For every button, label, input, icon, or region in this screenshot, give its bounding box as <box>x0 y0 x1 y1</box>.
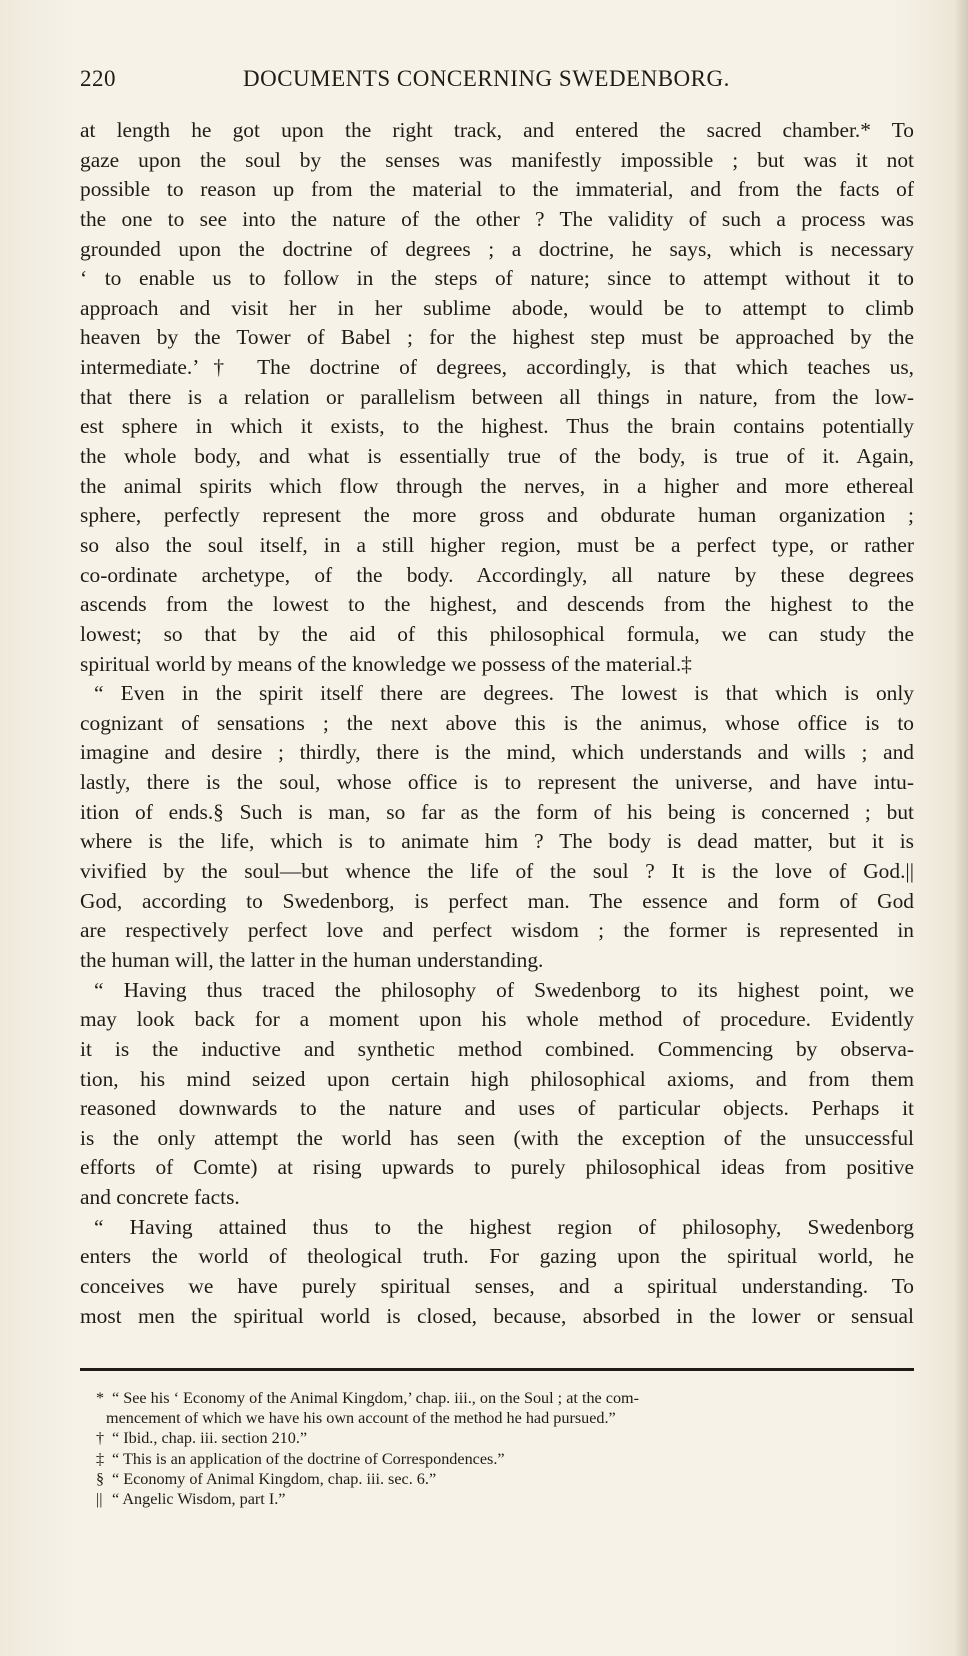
text-line: tion, his mind seized upon certain high philosophical axioms, and from them <box>80 1066 914 1091</box>
text-line: so also the soul itself, in a still higher region, must be a perfect type, or rather <box>80 532 914 557</box>
footnote <box>96 1428 916 1448</box>
footnote-mark: § <box>96 1469 105 1488</box>
page-number: 220 <box>80 66 116 91</box>
text-line: conceives we have purely spiritual senses, and a spiritual understanding. To <box>80 1273 914 1298</box>
text-line: “ Having thus traced the philosophy of Swedenborg to its highest point, we <box>94 977 914 1002</box>
footnote-mark: † <box>96 1429 105 1448</box>
text-line: possible to reason up from the material to the immaterial, and from the facts of <box>80 177 914 202</box>
footnote <box>96 1449 916 1469</box>
text-line: co-ordinate archetype, of the body. Accordingly, all nature by these degrees <box>80 562 914 587</box>
text-line: that there is a relation or parallelism between all things in nature, from the low- <box>80 384 914 409</box>
text-line: gaze upon the soul by the senses was manifestly impossible ; but was it not <box>80 147 914 172</box>
text-line: imagine and desire ; thirdly, there is the mind, which understands and wills ; and <box>80 740 914 765</box>
text-line: sphere, perfectly represent the more gross and obdurate human organization ; <box>80 503 914 528</box>
text-line: lowest; so that by the aid of this philosophical formula, we can study the <box>80 621 914 646</box>
text-line: “ Having attained thus to the highest region of philosophy, Swedenborg <box>94 1214 914 1239</box>
footnote <box>96 1388 916 1408</box>
text-line: at length he got upon the right track, and entered the sacred chamber.* To <box>80 118 914 142</box>
text-line: reasoned downwards to the nature and uses of particular objects. Perhaps it <box>80 1096 914 1121</box>
text-line: ition of ends.§ Such is man, so far as the form of his being is concerned ; but <box>80 799 914 824</box>
text-line: the whole body, and what is essentially true of the body, is true of it. Again, <box>80 444 914 469</box>
footnote <box>96 1408 916 1428</box>
text-line: cognizant of sensations ; the next above this is the animus, whose office is to <box>80 710 914 735</box>
footnote <box>96 1469 916 1489</box>
footnote-text: “ This is an application of the doctrine of Correspondences.” <box>112 1449 505 1468</box>
text-line: est sphere in which it exists, to the highest. Thus the brain contains potentially <box>80 414 914 439</box>
text-line: enters the world of theological truth. For gazing upon the spiritual world, he <box>80 1244 914 1269</box>
text-line: God, according to Swedenborg, is perfect man. The essence and form of God <box>80 888 914 913</box>
footnotes <box>96 1388 916 1509</box>
text-line: it is the inductive and synthetic method combined. Commencing by observa- <box>80 1036 914 1061</box>
text-line: efforts of Comte) at rising upwards to purely philosophical ideas from positive <box>80 1155 914 1180</box>
footnote-mark: * <box>96 1389 105 1407</box>
text-line: the one to see into the nature of the other ? The validity of such a process was <box>80 206 914 231</box>
footnote-text: “ Economy of Animal Kingdom, chap. iii. sec. 6.” <box>112 1469 437 1488</box>
text-line: approach and visit her in her sublime abode, would be to attempt to climb <box>80 295 914 320</box>
text-line: heaven by the Tower of Babel ; for the highest step must be approached by the <box>80 325 914 350</box>
text-line: may look back for a moment upon his whole method of procedure. Evidently <box>80 1007 914 1032</box>
text-line: are respectively perfect love and perfect wisdom ; the former is represented in <box>80 918 914 943</box>
footnote <box>96 1489 916 1509</box>
text-line: “ Even in the spirit itself there are degrees. The lowest is that which is only <box>94 681 914 706</box>
text-line: intermediate.’† The doctrine of degrees, accordingly, is that which teaches us, <box>80 355 914 380</box>
footnote-mark: || <box>96 1490 103 1509</box>
text-line: and concrete facts. <box>80 1185 240 1210</box>
text-line: is the only attempt the world has seen (with the exception of the unsuccessful <box>80 1125 914 1150</box>
text-line: vivified by the soul—but whence the life of the soul ? It is the love of God.|| <box>80 859 914 884</box>
footnote-mark: ‡ <box>96 1449 105 1468</box>
footnote-text: “ See his ‘ Economy of the Animal Kingdom,’ chap. iii., on the Soul ; at the com- <box>112 1389 640 1407</box>
footnote-text: mencement of which we have his own account of the method he had pursued.” <box>106 1409 616 1428</box>
text-line: most men the spiritual world is closed, because, absorbed in the lower or sensual <box>80 1303 914 1328</box>
running-title: DOCUMENTS CONCERNING SWEDENBORG. <box>243 66 730 91</box>
text-line: where is the life, which is to animate him ? The body is dead matter, but it is <box>80 829 914 854</box>
footnote-text: “ Angelic Wisdom, part I.” <box>112 1490 286 1509</box>
text-line: ‘ to enable us to follow in the steps of nature; since to attempt without it to <box>80 266 914 291</box>
text-line: lastly, there is the soul, whose office is to represent the universe, and have intu- <box>80 770 914 795</box>
text-line: spiritual world by means of the knowledge we possess of the material.‡ <box>80 651 692 676</box>
text-line: the animal spirits which flow through the nerves, in a higher and more ethereal <box>80 473 914 498</box>
text-line: the human will, the latter in the human understanding. <box>80 947 544 972</box>
body-text <box>80 116 914 1331</box>
footnote-text: “ Ibid., chap. iii. section 210.” <box>112 1429 308 1448</box>
text-line: ascends from the lowest to the highest, and descends from the highest to the <box>80 592 914 617</box>
page-edge-shadow <box>954 0 968 1656</box>
page-header <box>80 66 910 106</box>
text-line: grounded upon the doctrine of degrees ; a doctrine, he says, which is necessary <box>80 236 914 261</box>
footnote-divider <box>80 1368 914 1371</box>
